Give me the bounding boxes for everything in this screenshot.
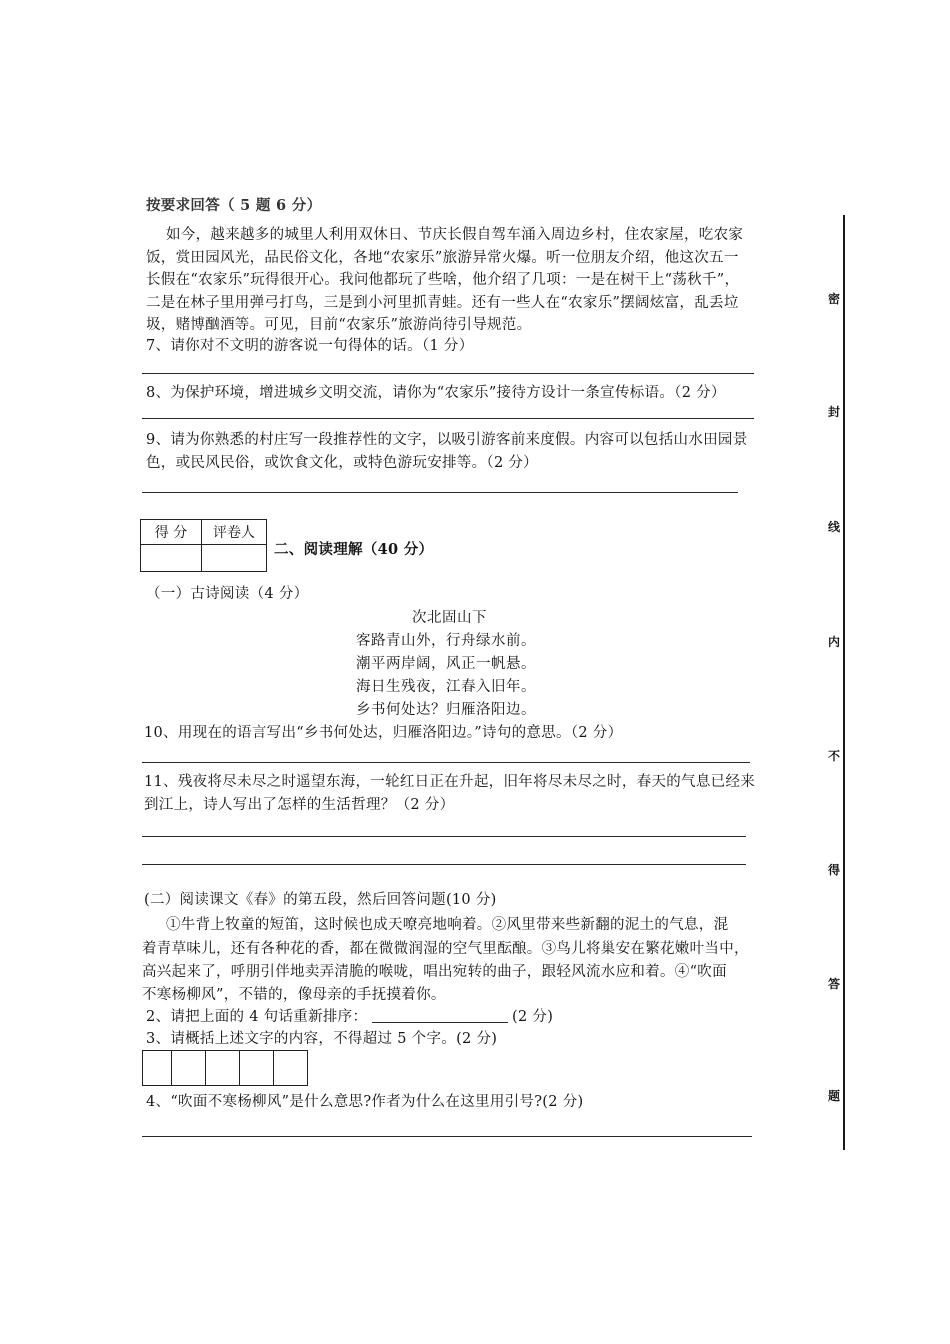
score-header: 得 分 <box>141 520 202 545</box>
passage-line: 如今，越来越多的城里人利用双休日、节庆长假自驾车涌入周边乡村，住农家屋，吃农家 <box>166 227 744 243</box>
answer-line-7[interactable] <box>142 373 754 374</box>
poem-title: 次北固山下 <box>412 610 487 626</box>
passage-line: 二是在林子里用弹弓打鸟，三是到小河里抓青蛙。还有一些人在“农家乐”摆阔炫富，乱丢垃 <box>146 295 739 311</box>
answer-box[interactable] <box>273 1051 307 1085</box>
spring-line: ①牛背上牧童的短笛，这时候也成天嘹亮地响着。②风里带来些新翻的泥土的气息，混 <box>166 917 729 933</box>
score-table <box>140 519 267 572</box>
answer-line-8[interactable] <box>142 418 754 419</box>
passage-line: 饭，赏田园风光，品民俗文化，各地“农家乐”旅游异常火爆。听一位朋友介绍，他这次五一 <box>146 250 739 266</box>
seal-char: 封 <box>828 405 841 419</box>
poem-line: 海日生残夜，江春入旧年。 <box>356 679 536 695</box>
seal-char: 不 <box>828 749 841 763</box>
spring-line: 不寒杨柳风”，不错的，像母亲的手抚摸着你。 <box>142 987 446 1003</box>
section-header-fragment: 按要求回答（ 5 题 6 分） <box>146 197 322 214</box>
passage-line: 长假在“农家乐”玩得很开心。我问他都玩了些啥，他介绍了几项：一是在树干上“荡秋千”， <box>146 272 740 288</box>
answer-boxes <box>142 1050 308 1086</box>
part-1-title: （一）古诗阅读（4 分） <box>146 586 309 602</box>
question-11-line: 11、残夜将尽未尽之时遥望东海，一轮红日正在升起，旧年将尽未尽之时，春天的气息已经来 <box>144 774 756 790</box>
question-10: 10、用现在的语言写出“乡书何处达，归雁洛阳边。”诗句的意思。（2 分） <box>144 725 623 741</box>
answer-line-11a[interactable] <box>142 836 746 837</box>
question-11-line: 到江上，诗人写出了怎样的生活哲理？（2 分） <box>144 797 455 813</box>
question-9-line: 色，或民风民俗，或饮食文化，或特色游玩安排等。（2 分） <box>146 455 538 471</box>
grader-cell[interactable] <box>202 545 267 572</box>
poem-line: 乡书何处达？归雁洛阳边。 <box>356 702 536 718</box>
seal-char: 密 <box>828 292 841 306</box>
sub-question-2: 2、请把上面的 4 句话重新排序： <box>146 1009 368 1025</box>
sub-question-2-score: (2 分) <box>512 1009 554 1025</box>
answer-box[interactable] <box>205 1051 239 1085</box>
answer-box[interactable] <box>239 1051 273 1085</box>
question-7: 7、请你对不文明的游客说一句得体的话。（1 分） <box>146 338 474 354</box>
question-9-line: 9、请为你熟悉的村庄写一段推荐性的文字，以吸引游客前来度假。内容可以包括山水田园景 <box>146 432 748 448</box>
answer-line-10[interactable] <box>142 762 750 763</box>
sub-question-3: 3、请概括上述文字的内容，不得超过 5 个字。(2 分) <box>146 1031 498 1047</box>
sub-question-4: 4、“吹面不寒杨柳风”是什么意思?作者为什么在这里用引号?(2 分) <box>146 1094 584 1110</box>
answer-line-11b[interactable] <box>142 864 746 865</box>
seal-char: 线 <box>828 520 841 534</box>
answer-box[interactable] <box>143 1051 171 1085</box>
seal-line <box>843 215 845 1150</box>
spring-line: 着青草味儿，还有各种花的香，都在微微润湿的空气里酝酿。③鸟儿将巢安在繁花嫩叶当中， <box>142 941 749 957</box>
spring-line: 高兴起来了，呼朋引伴地卖弄清脆的喉咙，唱出宛转的曲子，跟轻风流水应和着。④“吹面 <box>142 964 727 980</box>
seal-char: 内 <box>828 635 841 649</box>
question-8: 8、为保护环境，增进城乡文明交流，请你为“农家乐”接待方设计一条宣传标语。（2 分） <box>146 385 726 401</box>
section-2-title: 二、阅读理解（40 分） <box>274 541 434 558</box>
poem-line: 潮平两岸阔，风正一帆悬。 <box>356 656 536 672</box>
poem-line: 客路青山外，行舟绿水前。 <box>356 633 536 649</box>
seal-char: 题 <box>828 1089 841 1103</box>
seal-char: 答 <box>828 977 841 991</box>
answer-line-s4[interactable] <box>142 1136 752 1137</box>
answer-box[interactable] <box>171 1051 205 1085</box>
score-cell[interactable] <box>141 545 202 572</box>
passage-line: 圾，赌博酗酒等。可见，目前“农家乐”旅游尚待引导规范。 <box>146 317 532 333</box>
grader-header: 评卷人 <box>202 520 267 545</box>
answer-line-9[interactable] <box>142 492 738 493</box>
seal-char: 得 <box>828 863 841 877</box>
part-2-title: (二）阅读课文《春》的第五段，然后回答问题(10 分) <box>144 892 497 908</box>
order-answer-line[interactable] <box>372 1022 508 1023</box>
